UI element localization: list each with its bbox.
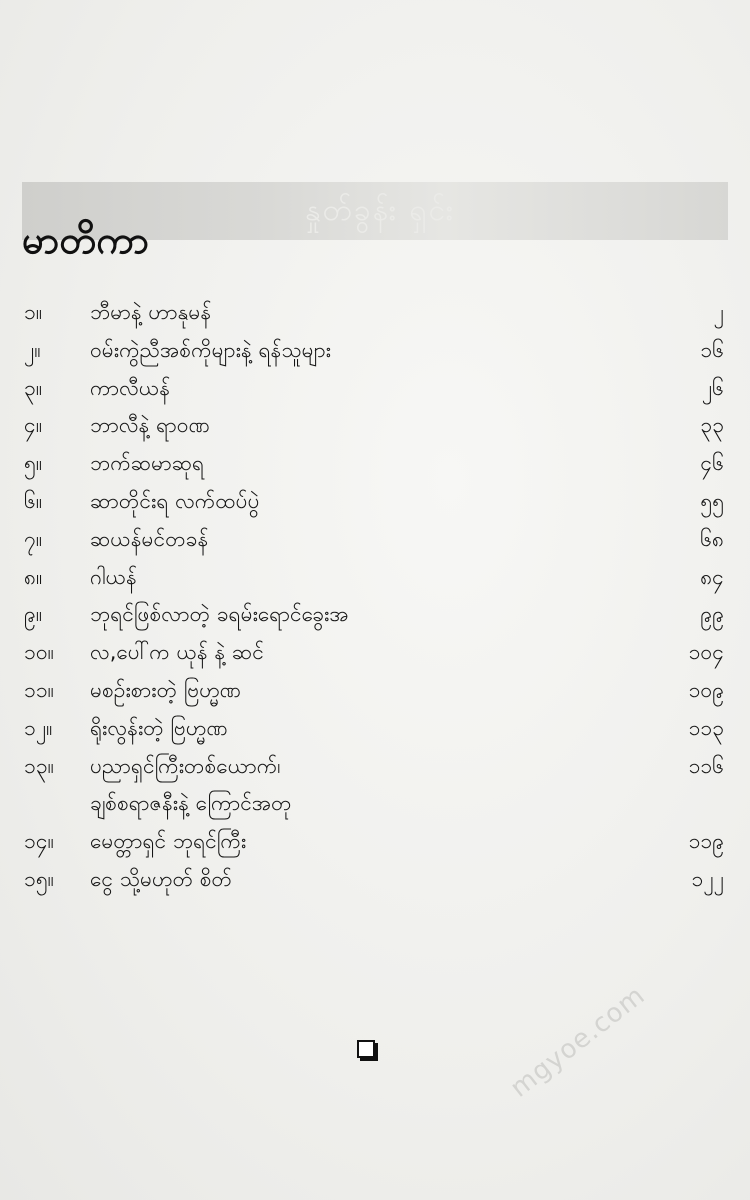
toc-page-number: ၁၁၉ <box>688 829 724 854</box>
toc-page-number: ၉၉ <box>700 602 724 627</box>
toc-page-number: ၄၆ <box>700 451 724 476</box>
toc-title: ရိုးလွန်းတဲ့ ဗြဟ္မဏ <box>90 715 228 740</box>
end-square-icon <box>357 1040 375 1058</box>
toc-page-number: ၅၅ <box>700 488 724 513</box>
toc-number: ၅။ <box>24 451 43 476</box>
header-ghost-text: နှုတ်ခွန်း ရှင်း <box>305 193 455 228</box>
toc-page-number: ၈၄ <box>700 564 724 589</box>
toc-item <box>24 559 724 597</box>
toc-number: ၆။ <box>24 488 43 513</box>
toc-title: ဂါယန် <box>90 564 137 589</box>
toc-title: ဆာတိုင်းရ လက်ထပ်ပွဲ <box>90 488 260 513</box>
toc-page-number: ၂၆ <box>701 375 724 400</box>
toc-number: ၄။ <box>24 413 43 438</box>
toc-item <box>24 710 724 748</box>
toc-page-number: ၁၀၉ <box>688 677 724 702</box>
toc-number: ၈။ <box>24 564 43 589</box>
toc-number: ၇။ <box>24 526 43 551</box>
toc-title: ဘာလီနဲ့ ရာဝဏ <box>90 413 210 438</box>
toc-item <box>24 823 724 861</box>
toc-title: ချစ်စရာဇနီးနဲ့ ကြောင်အတု <box>90 791 292 816</box>
toc-page-number: ၂ <box>713 300 724 324</box>
toc-item-continuation <box>24 785 724 823</box>
toc-item <box>24 861 724 899</box>
toc-item <box>24 370 724 408</box>
toc-number: ၂။ <box>24 337 41 362</box>
toc-page-number: ၆၈ <box>700 526 724 551</box>
toc-page-number: ၁၁၃ <box>688 715 724 740</box>
toc-title: ပညာရှင်ကြီးတစ်ယောက်၊ <box>90 753 281 778</box>
toc-title: မစဉ်းစားတဲ့ ဗြဟ္မဏ <box>90 677 241 702</box>
toc-item <box>24 521 724 559</box>
toc-number: ၃။ <box>24 375 43 400</box>
toc-title: ငွေ သို့မဟုတ် စိတ် <box>90 866 232 891</box>
toc-item <box>24 748 724 786</box>
toc-page-number: ၁၀၄ <box>688 640 724 665</box>
toc-title: လ,ပေါ်က ယုန် နဲ့ ဆင် <box>90 640 264 665</box>
toc-number: ၁၀။ <box>24 640 54 665</box>
toc-item <box>24 445 724 483</box>
toc-number: ၁၄။ <box>24 829 54 854</box>
toc-title: ဘီမာနဲ့ ဟာနုမန် <box>90 300 212 324</box>
toc-item <box>24 672 724 710</box>
toc-title: ဆယန်မင်တခန် <box>90 526 209 551</box>
watermark: mgyoe.com <box>505 980 652 1104</box>
page-title: မာတိကာ <box>22 218 150 262</box>
toc-number: ၁၂။ <box>24 715 53 740</box>
toc-item <box>24 294 724 332</box>
toc-page-number: ၁၁၆ <box>688 753 724 778</box>
toc-item <box>24 483 724 521</box>
toc-title: ကာလီယန် <box>90 375 171 400</box>
toc-number: ၁၃။ <box>24 753 54 778</box>
toc-number: ၁။ <box>24 300 43 324</box>
toc-page-number: ၁၂၂ <box>691 866 724 891</box>
toc-title: ဘုရင်ဖြစ်လာတဲ့ ခရမ်းရောင်ခွေးအ <box>90 602 349 627</box>
toc-title: ဝမ်းကွဲညီအစ်ကိုများနဲ့ ရန်သူများ <box>90 337 331 362</box>
toc-page-number: ၁၆ <box>700 337 724 362</box>
toc-number: ၁၅။ <box>24 866 54 891</box>
toc-item <box>24 634 724 672</box>
toc-item <box>24 332 724 370</box>
toc-number: ၉။ <box>24 602 43 627</box>
toc-item <box>24 407 724 445</box>
toc-item <box>24 596 724 634</box>
toc-page-number: ၃၃ <box>700 413 724 438</box>
table-of-contents <box>24 294 724 899</box>
toc-number: ၁၁။ <box>24 677 54 702</box>
toc-title: မေတ္တာရှင် ဘုရင်ကြီး <box>90 829 247 854</box>
toc-title: ဘက်ဆမာဆုရ <box>90 451 205 476</box>
